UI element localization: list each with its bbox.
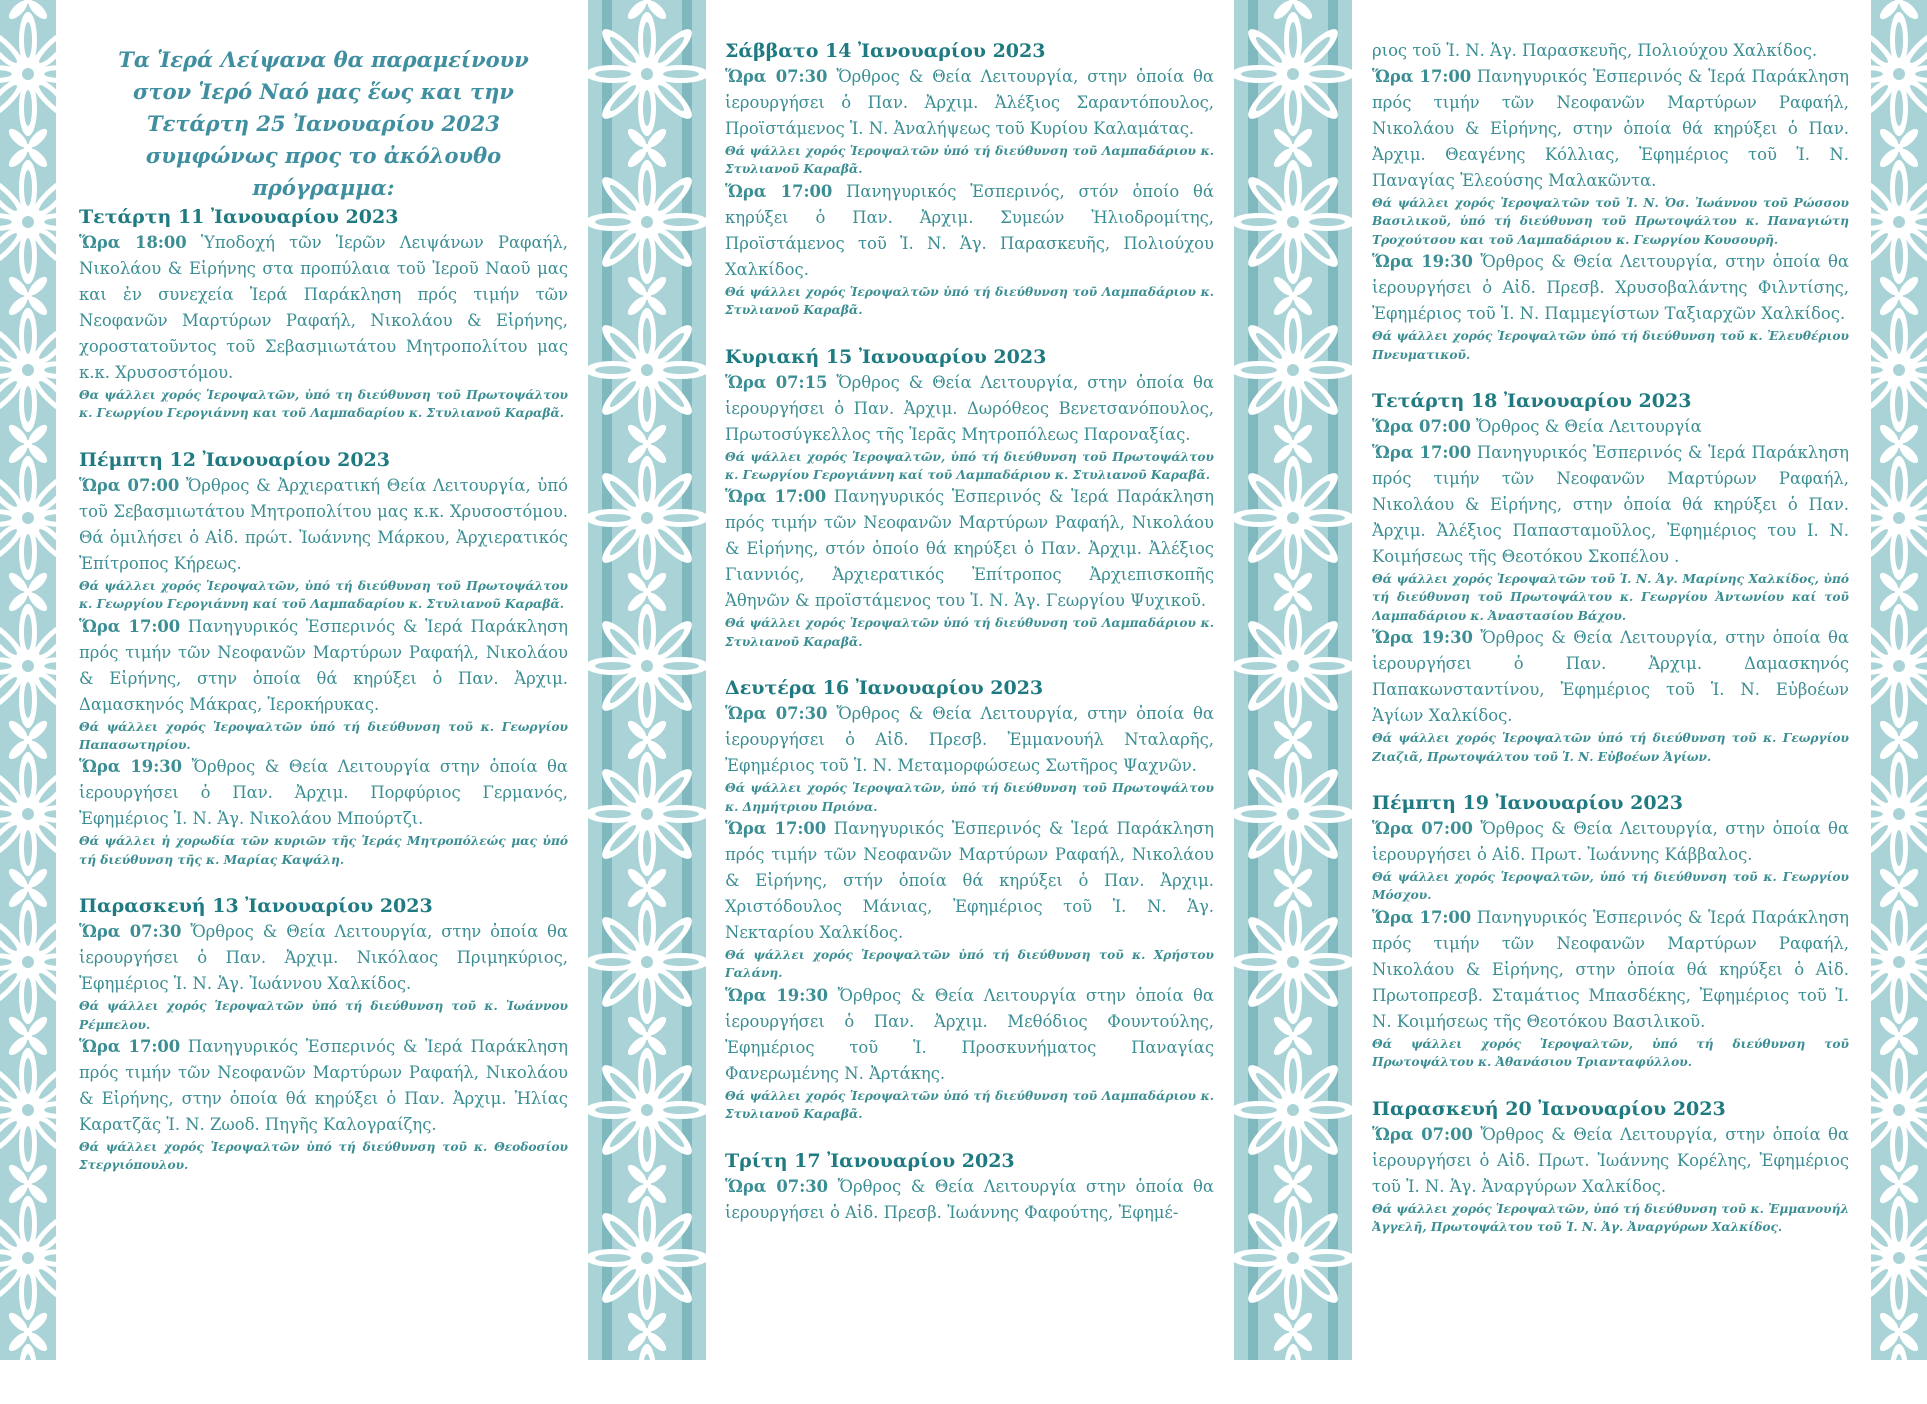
day-section [79, 204, 568, 423]
service-time: Ὥρα 17:00 [725, 181, 833, 201]
service-time: Ὥρα 19:30 [1372, 628, 1473, 648]
service-entry [1372, 905, 1849, 1035]
service-entry [1372, 249, 1849, 327]
service-description: Ὑποδοχή τῶν Ἱερῶν Λειψάνων Ραφαήλ, Νικολάου & Εἰρήνης στα προπύλαια τοῦ Ἱεροῦ Ναοῦ μας και ἐν συνεχεία Ἱερά Παράκληση πρός τιμήν τῶν Νεοφανῶν Μαρτύρων Ραφαήλ, Νικολάου & Εἰρήνης, χοροστατοῦντος τοῦ Σεβασμιωτάτου Μητροπολίτου μας κ.κ. Χρυσοστόμου. [79, 233, 568, 382]
service-entry [79, 754, 568, 832]
service-entry [725, 370, 1214, 448]
intro-line: συμφώνως προς το ἀκόλουθο πρόγραμμα: [145, 143, 502, 200]
service-entry [1372, 440, 1849, 570]
service-description: Ὄρθρος & Θεία Λειτουργία στην ὁποία θα ἱερουργήσει ὁ Αἰδ. Πρεσβ. Ἰωάννης Φαφούτης, Ἐφημέ- [725, 1176, 1214, 1222]
flower-motif [1234, 1048, 1352, 1172]
day-section [1372, 790, 1849, 1072]
choir-note: Θά ψάλλει χορός Ἱεροψαλτῶν ὑπό τή διεύθυνση τοῦ κ. Ἐλευθέριου Πνευματικοῦ. [1372, 329, 1849, 362]
day-section [79, 893, 568, 1175]
flower-motif [588, 1196, 706, 1320]
flower-motif [588, 604, 706, 728]
service-entry [79, 230, 568, 386]
day-heading: Παρασκευή 13 Ἰανουαρίου 2023 [79, 895, 433, 918]
day-heading: Σάββατο 14 Ἰανουαρίου 2023 [725, 40, 1046, 62]
service-time: Ὥρα 07:00 [79, 475, 180, 495]
flower-motif [1234, 12, 1352, 136]
intro-line: στον Ἱερό Ναό μας ἕως και την [132, 79, 514, 104]
service-entry [79, 919, 568, 997]
day-list [1372, 38, 1849, 1237]
choir-note: Θά ψάλλει χορός Ἱεροψαλτῶν, ὑπό τή διεύθυνση τοῦ κ. Ἐμμανουήλ Ἀγγελῆ, Πρωτοψάλτου τοῦ Ἱ. Ν. Ἁγ. Ἀναργύρων Χαλκίδος. [1372, 1201, 1849, 1235]
flower-motif [588, 308, 706, 432]
service-description: Ὄρθρος & Θεία Λειτουργία, στην ὁποία θα ἱερουργήσει ὁ Παν. Ἀρχιμ. Δωρόθεος Βενετσανόπουλος, Πρωτοσύγκελλος τῆς Ἱερᾶς Μητροπόλεως Παροναξίας. [725, 372, 1214, 444]
service-time: Ὥρα 19:30 [725, 985, 829, 1005]
flower-motif [588, 752, 706, 876]
choir-note: Θά ψάλλει χορός Ἱεροψαλτῶν ὑπό τή διεύθυνση τοῦ Λαμπαδάριου κ. Στυλιανοῦ Καραβᾶ. [725, 284, 1214, 318]
choir-note: Θά ψάλλει χορός Ἱεροψαλτῶν ὑπό τή διεύθυνση τοῦ Λαμπαδάριου κ. Στυλιανοῦ Καραβᾶ. [725, 1088, 1214, 1122]
service-time: Ὥρα 07:30 [79, 922, 182, 942]
service-entry [725, 64, 1214, 142]
center-right-ornament-band [1234, 0, 1352, 1360]
choir-note: Θά ψάλλει χορός Ἱεροψαλτῶν ὑπό τή διεύθυνση τοῦ Λαμπαδάριου κ. Στυλιανοῦ Καραβᾶ. [725, 616, 1214, 649]
flower-motif [1234, 752, 1352, 876]
day-heading: Πέμπτη 12 Ἰανουαρίου 2023 [79, 448, 390, 471]
day-heading: Τρίτη 17 Ἰανουαρίου 2023 [725, 1149, 1015, 1172]
choir-note: Θά ψάλλει ἡ χορωδία τῶν κυριῶν τῆς Ἱεράς Μητροπόλεώς μας ὑπό τή διεύθυνση τῆς κ. Μαρίας Καψάλη. [79, 834, 568, 867]
service-description: Ὄρθρος & Θεία Λειτουργία, στην ὁποία θα ἱερουργήσει ὁ Αἰδ. Πρωτ. Ἰωάννης Κάββαλος. [1372, 819, 1849, 865]
flower-motif [1234, 308, 1352, 432]
service-time: Ὥρα 19:30 [1372, 252, 1473, 272]
choir-note: Θά ψάλλει χορός Ἱεροψαλτῶν ὑπό τή διεύθυνση τοῦ κ. Γεωργίου Ζιαζιᾶ, Πρωτοψάλτου τοῦ Ἱ. Ν. Εὐβοέων Ἁγίων. [1372, 731, 1849, 764]
service-description: Πανηγυρικός Ἑσπερινός & Ἱερά Παράκληση πρός τιμήν τῶν Νεοφανῶν Μαρτύρων Ραφαήλ, Νικολάου & Εἰρήνης, στήν ὁποία θά κηρύξει ὁ Παν. Ἀρχιμ. Χριστόδουλος Μάνιας, Ἐφημέριος τοῦ Ἱ. Ν. Ἁγ. Νεκταρίου Χαλκίδος. [725, 819, 1214, 943]
service-description: Πανηγυρικός Ἑσπερινός & Ἱερά Παράκληση πρός τιμήν τῶν Νεοφανῶν Μαρτύρων Ραφαήλ, Νικολάου & Εἰρήνης, στην ὁποία θά κηρύξει ὁ Παν. Ἀρχιμ. Ἠλίας Καρατζᾶς Ἱ. Ν. Ζωοδ. Πηγῆς Καλογραίζης. [79, 1037, 568, 1135]
intro-text [79, 44, 568, 204]
service-entry [1372, 64, 1849, 194]
day-section [1372, 388, 1849, 766]
service-entry [725, 179, 1214, 283]
service-description: Ὄρθρος & Θεία Λειτουργία, στην ὁποία θα ἱερουργήσει ὁ Παν. Ἀρχιμ. Νικόλαος Πριμηκύριος, Ἐφημέριος Ἱ. Ν. Ἁγ. Ἰωάννου Χαλκίδος. [79, 922, 568, 994]
service-description: Ὄρθρος & Θεία Λειτουργία στην ὁποία θα ἱερουργήσει ὁ Παν. Ἀρχιμ. Πορφύριος Γερμανός, Ἐφημέριος Ἱ. Ν. Ἁγ. Νικολάου Μπούρτζι. [79, 757, 568, 829]
service-description: Πανηγυρικός Ἑσπερινός & Ἱερά Παράκληση πρός τιμήν τῶν Νεοφανῶν Μαρτύρων Ραφαήλ, Νικολάου & Εἰρήνης, στόν ὁποίο θά κηρύξει ὁ Παν. Ἀρχιμ. Ἀλέξιος Γιαννιός, Ἀρχιερατικός Ἐπίτροπος Ἀρχιεπισκοπῆς Ἀθηνῶν & προϊστάμενος του Ἱ. Ν. Ἁγ. Γεωργίου Ψυχικοῦ. [725, 487, 1214, 611]
flower-motif [588, 900, 706, 1024]
day-section [79, 447, 568, 869]
service-description: Πανηγυρικός Ἑσπερινός & Ἱερά Παράκληση πρός τιμήν τῶν Νεοφανῶν Μαρτύρων Ραφαήλ, Νικολάου & Εἰρήνης, στην ὁποία θά κηρύξει ὁ Παν. Ἀρχιμ. Ἀλέξιος Παπασταμοῦλος, Ἐφημέριος του Ι. Ν. Κοιμήσεως τῆς Θεοτόκου Σκοπέλου . [1372, 443, 1849, 567]
service-description: Ὄρθρος & Θεία Λειτουργία [1470, 417, 1702, 437]
service-time: Ὥρα 17:00 [1372, 907, 1472, 927]
schedule-column-1 [79, 44, 568, 1404]
service-description: Ὄρθρος & Ἀρχιερατική Θεία Λειτουργία, ὑπό τοῦ Σεβασμιωτάτου Μητροπολίτου μας κ.κ. Χρυσοστόμου. Θά ὁμιλήσει ὁ Αἰδ. πρώτ. Ἰωάννης Μάρκου, Ἀρχιερατικός Ἐπίτροπος Κήρεως. [79, 475, 568, 573]
service-description: Ὄρθρος & Θεία Λειτουργία, στην ὁποία θα ἱερουργήσει ὁ Παν. Ἀρχιμ. Δαμασκηνός Παπακωνσταντίνου, Ἐφημέριος τοῦ Ἱ. Ν. Εὐβοέων Ἁγίων Χαλκίδος. [1372, 628, 1849, 726]
choir-note: Θά ψάλλει χορός Ἱεροψαλτῶν τοῦ Ἱ. Ν. Ὁσ. Ἰωάννου τοῦ Ρώσσου Βασιλικοῦ, ὑπό τή διεύθυνση τοῦ Πρωτοψάλτου κ. Παναγιώτη Τροχούτσου και τοῦ Λαμπαδάριου κ. Γεωργίου Κουσουρῆ. [1372, 196, 1849, 247]
day-section [1372, 1096, 1849, 1237]
service-entry [725, 701, 1214, 779]
choir-note: Θά ψάλλει χορός Ἱεροψαλτῶν, ὑπό τή διεύθυνση τοῦ Πρωτοψάλτου κ. Γεωργίου Γερογιάννη καί τοῦ Λαμπαδάριου κ. Στυλιανοῦ Καραβᾶ. [725, 449, 1214, 483]
flower-motif [1234, 900, 1352, 1024]
flower-motif [588, 1048, 706, 1172]
choir-note: Θά ψάλλει χορός Ἱεροψαλτῶν ὑπό τή διεύθυνση τοῦ κ. Ἰωάννου Ρέμπελου. [79, 999, 568, 1032]
day-section [725, 38, 1214, 320]
choir-note: Θά ψάλλει χορός Ἱεροψαλτῶν ὑπό τή διεύθυνση τοῦ κ. Γεωργίου Παπασωτηρίου. [79, 719, 568, 753]
service-time: Ὥρα 07:15 [725, 372, 828, 392]
day-list [725, 38, 1214, 1226]
service-description: Πανηγυρικός Ἑσπερινός, στόν ὁποίο θά κηρύξει ὁ Παν. Ἀρχιμ. Συμεών Ἠλιοδρομίτης, Προϊστάμενος τοῦ Ἱ. Ν. Ἁγ. Παρασκευῆς, Πολιούχου Χαλκίδος. [725, 181, 1214, 279]
service-time: Ὥρα 17:00 [79, 1037, 181, 1057]
service-description: ριος τοῦ Ἱ. Ν. Ἁγ. Παρασκευῆς, Πολιούχου Χαλκίδος. [1372, 41, 1818, 60]
ornament-pattern [1871, 0, 1927, 1360]
service-description: Ὄρθρος & Θεία Λειτουργία, στην ὁποία θα ἱερουργήσει ὁ Αἰδ. Πρεσβ. Χρυσοβαλάντης Φιλντίσης, Ἐφημέριος τοῦ Ἱ. Ν. Παμμεγίστων Ταξιαρχῶν Χαλκίδος. [1372, 252, 1849, 324]
service-time: Ὥρα 19:30 [79, 757, 183, 777]
service-description: Ὄρθρος & Θεία Λειτουργία, στην ὁποία θα ἱερουργήσει ὁ Αἰδ. Πρεσβ. Ἐμμανουήλ Νταλαρῆς, Ἐφημέριος τοῦ Ἱ. Ν. Μεταμορφώσεως Σωτῆρος Ψαχνῶν. [725, 704, 1214, 776]
flower-motif [1234, 604, 1352, 728]
choir-note: Θά ψάλλει χορός Ἱεροψαλτῶν τοῦ Ἱ. Ν. Ἁγ. Μαρίνης Χαλκίδος, ὑπό τή διεύθυνση τοῦ Πρωτοψάλτου κ. Γεωργίου Ἀντωνίου καί τοῦ Λαμπαδάριου κ. Ἀναστασίου Βάχου. [1372, 572, 1849, 623]
service-entry [79, 473, 568, 577]
day-section [725, 1148, 1214, 1226]
day-heading: Παρασκευή 20 Ἰανουαρίου 2023 [1372, 1097, 1726, 1120]
service-entry [1372, 1122, 1849, 1200]
service-description: Ὄρθρος & Θεία Λειτουργία, στην ὁποία θα ἱερουργήσει ὁ Αἰδ. Πρωτ. Ἰωάννης Κορέλης, Ἐφημέριος τοῦ Ἱ. Ν. Ἁγ. Ἀναργύρων Χαλκίδος. [1372, 1124, 1849, 1196]
day-section [725, 344, 1214, 652]
day-heading: Πέμπτη 19 Ἰανουαρίου 2023 [1372, 792, 1683, 815]
flower-motif [1234, 160, 1352, 284]
intro-line: Τετάρτη 25 Ἰανουαρίου 2023 [146, 111, 501, 136]
ornament-pattern [0, 0, 56, 1360]
choir-note: Θά ψάλλει χορός Ἱεροψαλτῶν ὑπό τή διεύθυνση τοῦ κ. Θεοδοσίου Στεργιόπουλου. [79, 1140, 568, 1173]
choir-note: Θά ψάλλει χορός Ἱεροψαλτῶν ὑπό τή διεύθυνση τοῦ κ. Χρήστου Γαλάνη. [725, 948, 1214, 981]
right-ornament-band [1871, 0, 1927, 1360]
service-time: Ὥρα 07:30 [725, 67, 828, 86]
flower-motif [588, 456, 706, 580]
choir-note: Θά ψάλλει χορός Ἱεροψαλτῶν ὑπό τή διεύθυνση τοῦ Λαμπαδάριου κ. Στυλιανοῦ Καραβᾶ. [725, 144, 1214, 177]
day-heading: Τετάρτη 18 Ἰανουαρίου 2023 [1372, 390, 1692, 413]
service-entry [1372, 816, 1849, 868]
choir-note: Θά ψάλλει χορός Ἱεροψαλτῶν, ὑπό τή διεύθυνση τοῦ κ. Γεωργίου Μόσχου. [1372, 870, 1849, 903]
service-time: Ὥρα 17:00 [725, 487, 827, 507]
flower-motif [1234, 1196, 1352, 1320]
service-time: Ὥρα 07:00 [1372, 819, 1473, 839]
day-heading: Τετάρτη 11 Ἰανουαρίου 2023 [79, 206, 399, 228]
flower-motif [588, 160, 706, 284]
service-entry [725, 816, 1214, 946]
center-left-ornament-band [588, 0, 706, 1360]
day-heading: Κυριακή 15 Ἰανουαρίου 2023 [725, 345, 1047, 368]
service-time: Ὥρα 17:00 [1372, 443, 1472, 463]
service-time: Ὥρα 18:00 [79, 233, 187, 252]
service-time: Ὥρα 17:00 [79, 616, 181, 636]
choir-note: Θα ψάλλει χορός Ἱεροψαλτῶν, ὑπό τη διεύθυνση τοῦ Πρωτοψάλτου κ. Γεωργίου Γερογιάννη και τοῦ Λαμπαδαρίου κ. Στυλιανοῦ Καραβᾶ. [79, 388, 568, 421]
service-description: Πανηγυρικός Ἑσπερινός & Ἱερά Παράκληση πρός τιμήν τῶν Νεοφανῶν Μαρτύρων Ραφαήλ, Νικολάου & Εἰρήνης, στην ὁποία θά κηρύξει ὁ Παν. Ἀρχιμ. Δαμασκηνός Μάκρας, Ἱεροκήρυκας. [79, 616, 568, 714]
service-entry [1372, 414, 1849, 440]
service-description: Ὄρθρος & Θεία Λειτουργία, στην ὁποία θα ἱερουργήσει ὁ Παν. Ἀρχιμ. Ἀλέξιος Σαραντόπουλος, Προϊστάμενος Ἱ. Ν. Ἀναλήψεως τοῦ Κυρίου Καλαμάτας. [725, 67, 1214, 138]
service-time: Ὥρα 07:30 [725, 704, 828, 724]
ornament-pattern [1234, 0, 1352, 1360]
service-entry [1372, 625, 1849, 729]
service-time: Ὥρα 07:00 [1372, 1124, 1473, 1144]
schedule-column-3 [1372, 38, 1849, 1398]
service-entry [1372, 38, 1849, 64]
choir-note: Θά ψάλλει χορός Ἱεροψαλτῶν, ὑπό τή διεύθυνση τοῦ Πρωτοψάλτου κ. Δημήτριου Πριόνα. [725, 781, 1214, 814]
flower-motif [588, 12, 706, 136]
day-heading: Δευτέρα 16 Ἰανουαρίου 2023 [725, 677, 1044, 700]
left-ornament-band [0, 0, 56, 1360]
service-entry [79, 614, 568, 718]
service-description: Πανηγυρικός Ἑσπερινός & Ἱερά Παράκληση πρός τιμήν τῶν Νεοφανῶν Μαρτύρων Ραφαήλ, Νικολάου & Εἰρήνης, στην ὁποία θά κηρύξει ὁ Παν. Ἀρχιμ. Θεαγένης Κόλλιας, Ἐφημέριος τοῦ Ἱ. Ν. Παναγίας Ἐλεούσης Μαλακῶντα. [1372, 67, 1849, 190]
day-list [79, 204, 568, 1175]
flower-motif [1234, 456, 1352, 580]
service-time: Ὥρα 17:00 [1372, 67, 1472, 86]
service-entry [725, 1174, 1214, 1226]
service-time: Ὥρα 07:30 [725, 1176, 829, 1196]
service-entry [725, 983, 1214, 1087]
day-section [1372, 38, 1849, 364]
service-time: Ὥρα 07:00 [1372, 417, 1471, 437]
service-entry [79, 1034, 568, 1138]
intro-line: Τα Ἱερά Λείψανα θα παραμείνουν [118, 47, 529, 72]
choir-note: Θά ψάλλει χορός Ἱεροψαλτῶν, ὑπό τή διεύθυνση τοῦ Πρωτοψάλτου κ. Γεωργίου Γερογιάννη καί τοῦ Λαμπαδαρίου κ. Στυλιανοῦ Καραβᾶ. [79, 578, 568, 612]
intro-block [79, 44, 568, 204]
service-description: Ὄρθρος & Θεία Λειτουργία στην ὁποία θα ἱερουργήσει ὁ Παν. Ἀρχιμ. Μεθόδιος Φουντούλης, Ἐφημέριος τοῦ Ἱ. Προσκυνήματος Παναγίας Φανερωμένης Ν. Ἀρτάκης. [725, 985, 1214, 1083]
service-description: Πανηγυρικός Ἑσπερινός & Ἱερά Παράκληση πρός τιμήν τῶν Νεοφανῶν Μαρτύρων Ραφαήλ, Νικολάου & Εἰρήνης, στην ὁποία θά κηρύξει ὁ Αἰδ. Πρωτοπρεσβ. Σταμάτιος Μπασδέκης, Ἐφημέριος τοῦ Ἱ. Ν. Κοιμήσεως τῆς Θεοτόκου Βασιλικοῦ. [1372, 907, 1849, 1031]
service-entry [725, 484, 1214, 614]
schedule-column-2 [725, 38, 1214, 1398]
choir-note: Θά ψάλλει χορός Ἱεροψαλτῶν, ὑπό τή διεύθυνση τοῦ Πρωτοψάλτου κ. Ἀθανάσιου Τριανταφύλλου. [1372, 1036, 1849, 1070]
ornament-pattern [588, 0, 706, 1360]
day-section [725, 675, 1214, 1123]
service-time: Ὥρα 17:00 [725, 819, 827, 839]
